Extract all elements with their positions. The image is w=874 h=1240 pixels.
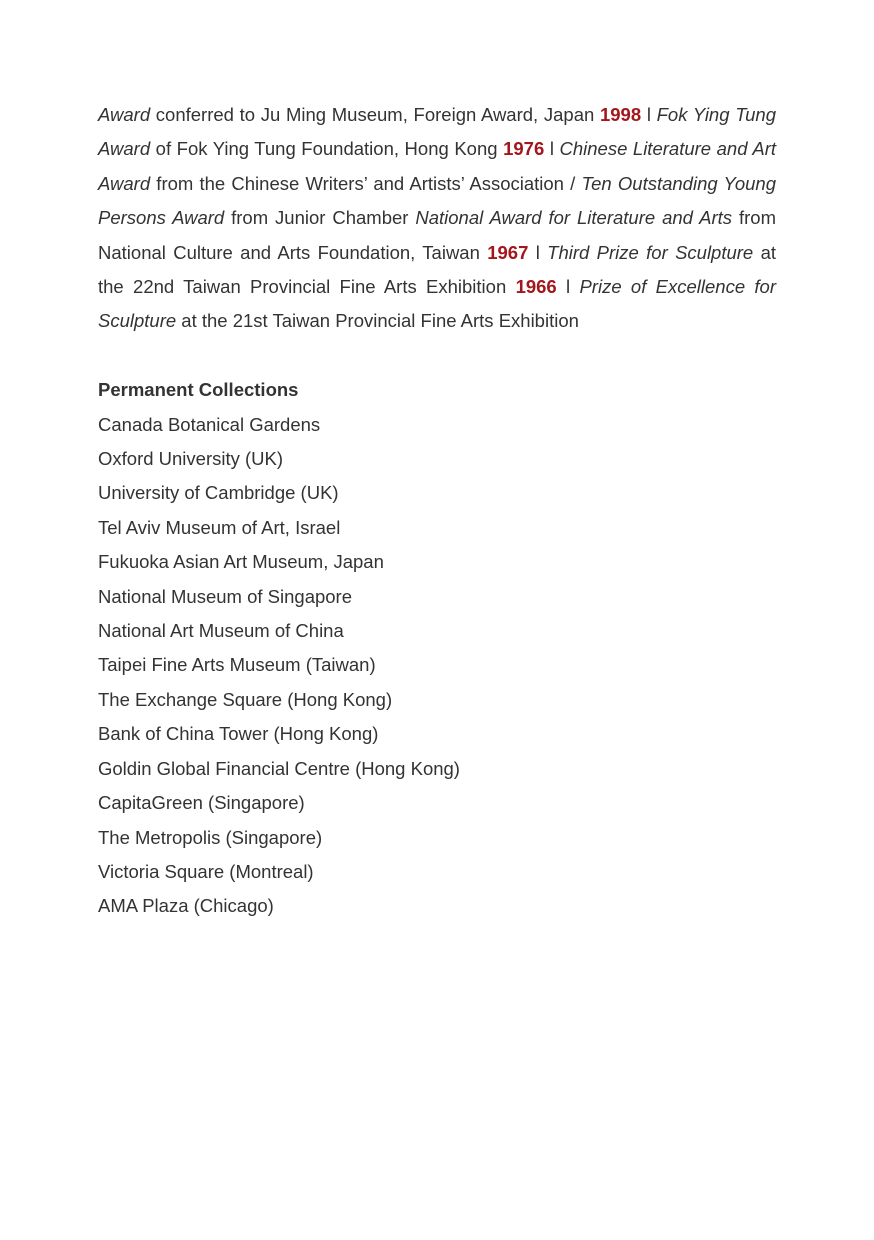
award-title: Third Prize for Sculpture <box>547 241 754 263</box>
collection-item: CapitaGreen (Singapore) <box>98 792 305 814</box>
award-text: from Junior Chamber <box>224 207 416 229</box>
permanent-collections-section <box>98 373 776 924</box>
award-text: l <box>544 138 560 160</box>
award-text: l <box>528 241 548 263</box>
award-title: Fok Ying Tung Award <box>98 104 776 160</box>
collection-item: The Exchange Square (Hong Kong) <box>98 688 393 710</box>
collection-item: University of Cambridge (UK) <box>98 482 339 504</box>
collection-item: National Museum of Singapore <box>98 585 353 607</box>
award-text: from the Chinese Writers’ and Artists’ Association / <box>150 172 582 194</box>
collection-item: Bank of China Tower (Hong Kong) <box>98 723 379 745</box>
collection-item: The Metropolis (Singapore) <box>98 826 323 848</box>
collection-item: National Art Museum of China <box>98 620 344 642</box>
collection-item: Taipei Fine Arts Museum (Taiwan) <box>98 654 376 676</box>
collection-item: Oxford University (UK) <box>98 448 284 470</box>
award-text: at the 22nd Taiwan Provincial Fine Arts Exhibition <box>98 241 776 298</box>
permanent-collections-title: Permanent Collections <box>98 379 299 401</box>
award-title: National Award for Literature and Arts <box>415 207 733 229</box>
document-page <box>98 98 776 924</box>
collection-item: Canada Botanical Gardens <box>98 413 321 435</box>
award-text: of Fok Ying Tung Foundation, Hong Kong <box>150 138 504 160</box>
award-title: Award <box>98 104 151 125</box>
award-year: 1998 <box>599 104 642 125</box>
award-text: conferred to Ju Ming Museum, Foreign Award, Japan <box>150 104 600 125</box>
awards-paragraph <box>98 98 776 339</box>
collection-item: Tel Aviv Museum of Art, Israel <box>98 516 341 538</box>
award-title: Chinese Literature and Art Award <box>98 138 776 194</box>
collection-item: AMA Plaza (Chicago) <box>98 895 274 917</box>
award-text: l <box>641 104 657 125</box>
permanent-collections-list <box>98 408 776 924</box>
award-title: Prize of Excellence for Sculpture <box>98 276 777 332</box>
award-year: 1966 <box>515 276 557 298</box>
collection-item: Victoria Square (Montreal) <box>98 860 314 882</box>
collection-item: Goldin Global Financial Centre (Hong Kong) <box>98 757 460 779</box>
collection-item: Fukuoka Asian Art Museum, Japan <box>98 551 384 573</box>
award-text: at the 21st Taiwan Provincial Fine Arts Exhibition <box>176 310 579 332</box>
award-text: l <box>556 276 580 298</box>
award-year: 1976 <box>503 138 545 160</box>
award-title: Ten Outstanding Young Persons Award <box>98 172 776 229</box>
award-year: 1967 <box>487 241 529 263</box>
award-text: from National Culture and Arts Foundation, Taiwan <box>98 207 776 263</box>
